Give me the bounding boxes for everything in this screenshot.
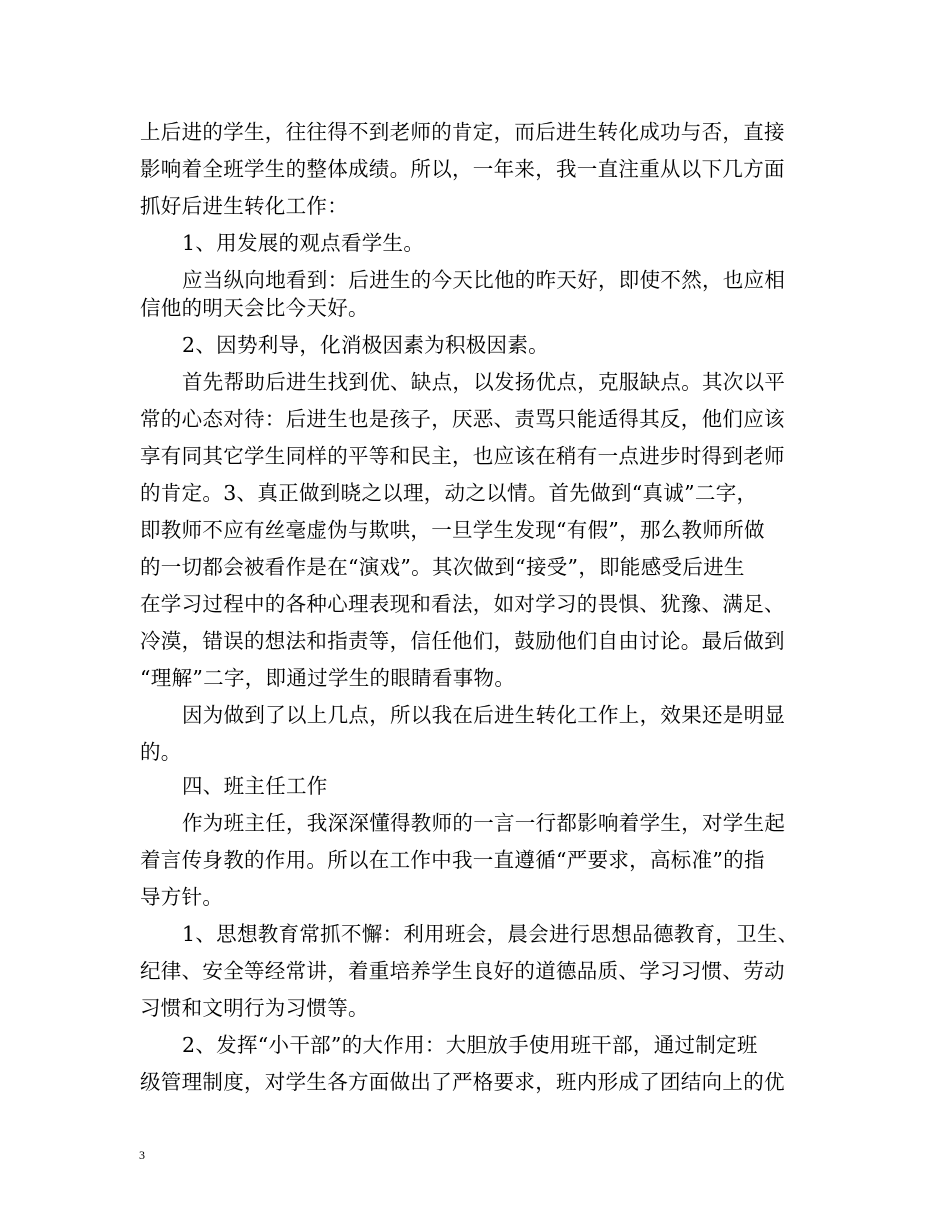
text-line: 1、思想教育常抓不懈：利用班会，晨会进行思想品德教育，卫生、 xyxy=(182,922,799,946)
text-line: 1、用发展的观点看学生。 xyxy=(182,231,425,255)
text-line: 信他的明天会比今天好。 xyxy=(140,296,369,320)
text-line: 享有同其它学生同样的平等和民主，也应该在稍有一点进步时得到老师 xyxy=(140,444,785,468)
text-line: 着言传身教的作用。所以在工作中我一直遵循“严要求，高标准”的指 xyxy=(140,848,765,872)
page-number: 3 xyxy=(139,1148,145,1162)
text-line: 纪律、安全等经常讲，着重培养学生良好的道德品质、学习习惯、劳动 xyxy=(140,959,785,983)
text-line: 四、班主任工作 xyxy=(182,774,328,798)
text-line: 首先帮助后进生找到优、缺点，以发扬优点，克服缺点。其次以平 xyxy=(182,370,786,394)
text-line: 级管理制度，对学生各方面做出了严格要求，班内形成了团结向上的优 xyxy=(140,1070,785,1094)
text-line: 冷漠，错误的想法和指责等，信任他们，鼓励他们自由讨论。最后做到 xyxy=(140,629,785,653)
text-line: 习惯和文明行为习惯等。 xyxy=(140,996,369,1020)
text-line: 作为班主任，我深深懂得教师的一言一行都影响着学生，对学生起 xyxy=(182,811,786,835)
text-line: 抓好后进生转化工作： xyxy=(140,194,348,218)
text-line: “理解”二字，即通过学生的眼睛看事物。 xyxy=(140,666,516,690)
text-line: 上后进的学生，往往得不到老师的肯定，而后进生转化成功与否，直接 xyxy=(140,120,785,144)
text-line: 的一切都会被看作是在“演戏”。其次做到“接受”，即能感受后进生 xyxy=(140,555,745,579)
text-line: 导方针。 xyxy=(140,885,224,909)
text-line: 的。 xyxy=(140,740,182,764)
text-line: 应当纵向地看到：后进生的今天比他的昨天好，即使不然，也应相 xyxy=(182,268,786,292)
text-line: 因为做到了以上几点，所以我在后进生转化工作上，效果还是明显 xyxy=(182,703,786,727)
text-line: 2、因势利导，化消极因素为积极因素。 xyxy=(182,333,549,357)
text-line: 常的心态对待：后进生也是孩子，厌恶、责骂只能适得其反，他们应该 xyxy=(140,407,785,431)
text-line: 影响着全班学生的整体成绩。所以，一年来，我一直注重从以下几方面 xyxy=(140,157,785,181)
text-line: 的肯定。3、真正做到晓之以理，动之以情。首先做到“真诚”二字， xyxy=(140,481,758,505)
text-line: 即教师不应有丝毫虚伪与欺哄，一旦学生发现“有假”，那么教师所做 xyxy=(140,518,765,542)
text-line: 在学习过程中的各种心理表现和看法，如对学习的畏惧、犹豫、满足、 xyxy=(140,592,785,616)
text-line: 2、发挥“小干部”的大作用：大胆放手使用班干部，通过制定班 xyxy=(182,1033,758,1057)
